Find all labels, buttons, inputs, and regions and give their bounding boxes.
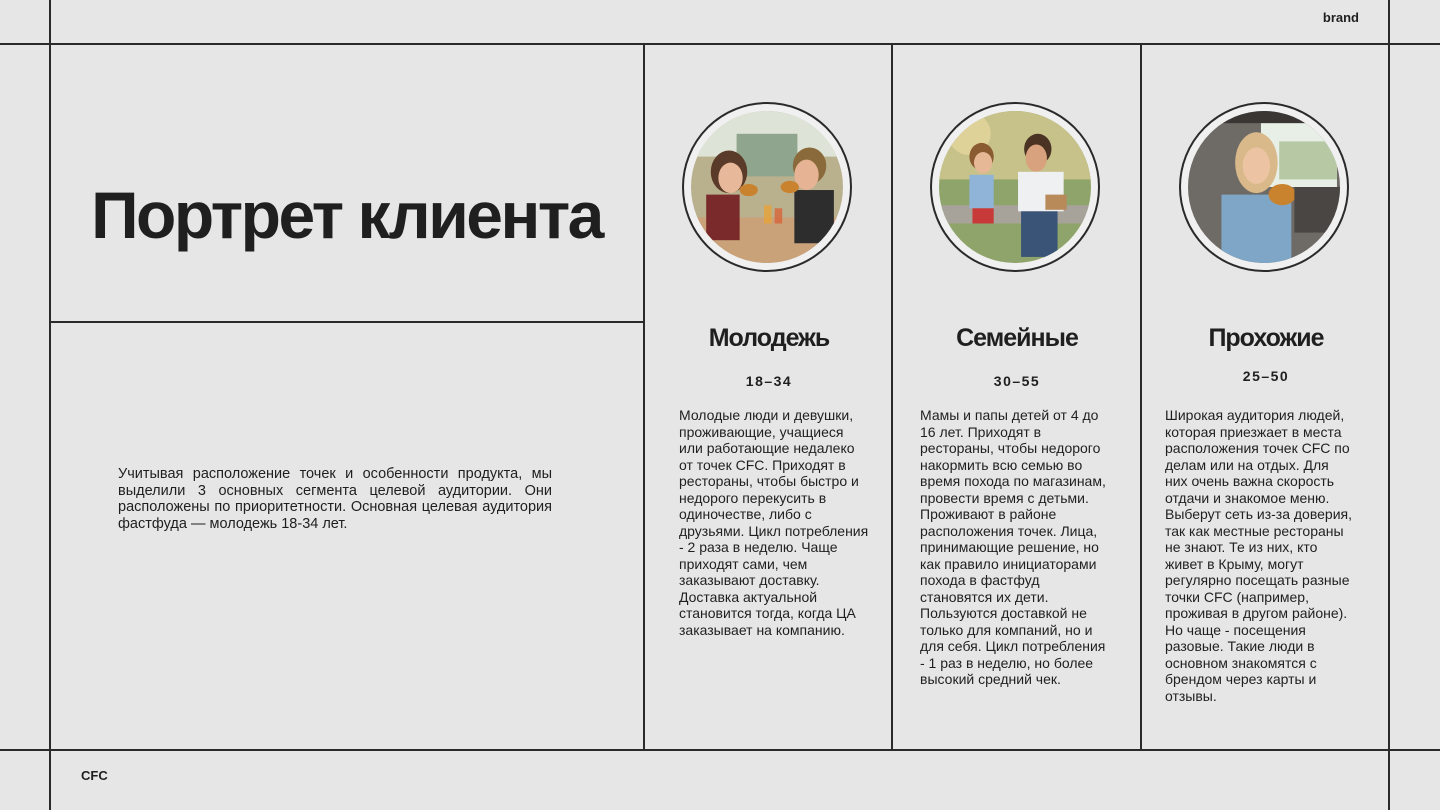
left-border [49,0,51,810]
intro-text: Учитывая расположение точек и особенности продукта, мы выделили 3 основных сегмента целевой аудитории. Они расположены по приоритетности. Основная целевая аудитория фастфуда — молодежь 18-34 лет. [118,466,552,532]
footer-logo: CFC [81,768,108,783]
segment-name: Прохожие [1208,324,1324,352]
segment-description: Мамы и папы детей от 4 до 16 лет. Приходят в рестораны, чтобы недорого накормить всю семью во время похода по магазинам, провести время с детьми. Проживают в районе расположения точек. Лица, принимающие решение, но как правило инициаторами похода в фастфуд становятся их дети. Пользуются доставкой не только для компаний, но и для себя. Цикл потребления - 1 раз в неделю, но более высокий средний чек. [920,407,1106,687]
young-couple-eating-burgers-photo [691,111,843,263]
segment-card-family [893,44,1141,750]
segment-card-passersby [1142,44,1390,750]
segment-description: Молодые люди и девушки, проживающие, учащиеся или работающие недалеко от точек CFC. Приходят в рестораны, чтобы быстро и недорого перекусить в одиночестве, либо с друзьями. Цикл потребления - 2 раза в неделю. Чаще приходят сами, чем заказывают доставку. Доставка актуальной становится тогда, когда ЦА заказывает на компанию. [679,407,869,638]
segment-photo-frame [930,102,1100,272]
brand-logo: brand [1322,10,1359,25]
woman-eating-burger-in-car-photo [1188,111,1340,263]
segment-photo-frame [1179,102,1349,272]
segment-description: Широкая аудитория людей, которая приезжает в места расположения точек CFC по делам или на отдых. Для них очень важна скорость отдачи и знакомое меню. Выберут сеть из-за доверия, так как местные рестораны не знают. Те из них, кто живет в Крыму, могут регулярно посещать разные точки CFC (например, проживая в другом районе). Но чаще - посещения разовые. Такие люди в основном знакомятся с брендом через карты и отзывы. [1165,407,1352,704]
segment-name: Молодежь [708,324,830,352]
segment-photo-frame [682,102,852,272]
father-and-son-eating-photo [939,111,1091,263]
page-title: Портрет клиента [91,178,602,252]
segment-age-range: 18–34 [745,373,793,389]
segment-name: Семейные [956,324,1078,352]
segment-age-range: 25–50 [1242,368,1290,384]
segment-age-range: 30–55 [993,373,1041,389]
segment-card-youth [645,44,893,750]
title-divider [49,321,644,323]
